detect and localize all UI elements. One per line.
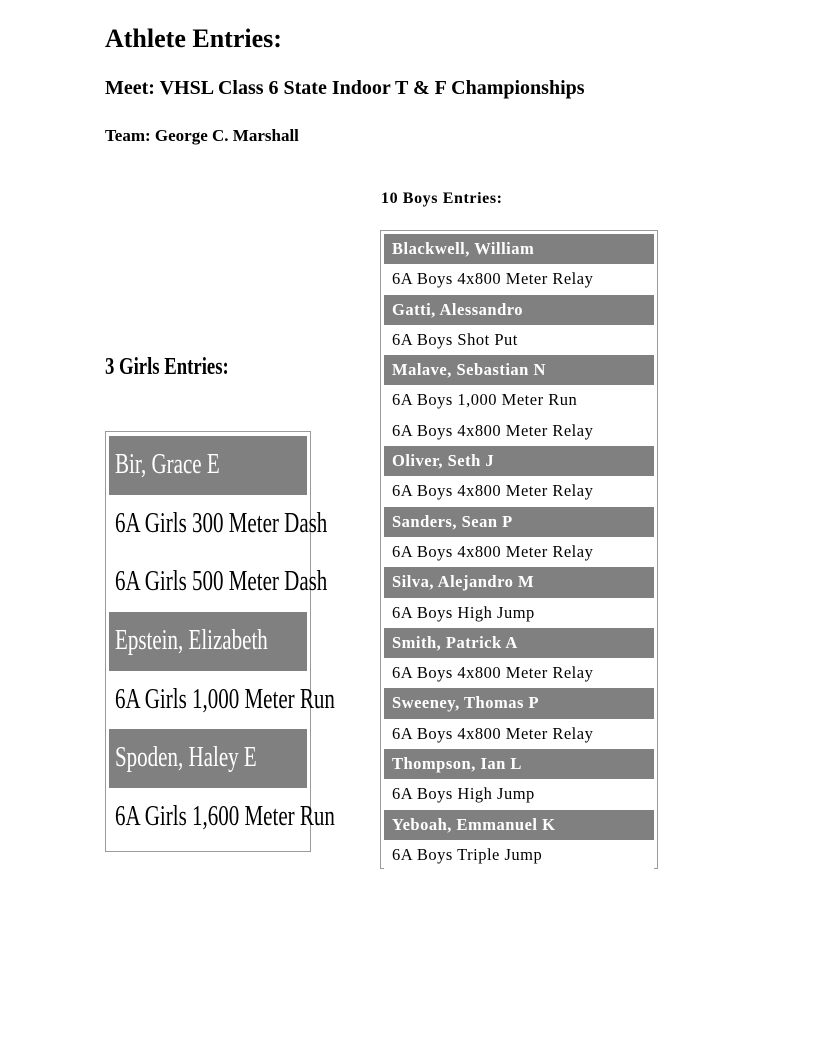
event-row: 6A Boys 4x800 Meter Relay xyxy=(384,416,654,446)
boys-entries-heading: 10 Boys Entries: xyxy=(381,190,503,207)
athlete-name: Bir, Grace E xyxy=(115,449,220,480)
athlete-name-row: Sanders, Sean P xyxy=(384,507,654,537)
event-row: 6A Boys High Jump xyxy=(384,598,654,628)
event-row: 6A Boys Shot Put xyxy=(384,325,654,355)
event-row xyxy=(109,495,328,554)
athlete-name-row: Thompson, Ian L xyxy=(384,749,654,779)
athlete-name-row: Yeboah, Emmanuel K xyxy=(384,810,654,840)
page-title: Athlete Entries: xyxy=(105,24,282,53)
meet-name: Meet: VHSL Class 6 State Indoor T & F Championships xyxy=(105,77,585,99)
event-row xyxy=(109,553,328,612)
athlete-name: Spoden, Haley E xyxy=(115,742,257,774)
girls-entries-table xyxy=(105,431,335,852)
athlete-name-row: Oliver, Seth J xyxy=(384,446,654,476)
event-row: 6A Boys 4x800 Meter Relay xyxy=(384,476,654,506)
event-row xyxy=(109,788,335,847)
athlete-name-row: Smith, Patrick A xyxy=(384,628,654,658)
event-row: 6A Boys 4x800 Meter Relay xyxy=(384,537,654,567)
athlete-name: Epstein, Elizabeth xyxy=(115,625,268,657)
event-row: 6A Boys Triple Jump xyxy=(384,840,654,870)
event-row: 6A Boys 4x800 Meter Relay xyxy=(384,719,654,749)
event-row: 6A Boys 1,000 Meter Run xyxy=(384,385,654,415)
event-name: 6A Girls 1,600 Meter Run xyxy=(115,801,335,833)
event-row xyxy=(109,671,335,730)
athlete-name-row: Silva, Alejandro M xyxy=(384,567,654,597)
athlete-name-row: Blackwell, William xyxy=(384,234,654,264)
event-name: 6A Girls 1,000 Meter Run xyxy=(115,683,335,715)
event-row: 6A Boys High Jump xyxy=(384,779,654,809)
event-name: 6A Girls 500 Meter Dash xyxy=(115,566,328,598)
boys-entries-table xyxy=(380,230,658,869)
event-row: 6A Boys 4x800 Meter Relay xyxy=(384,264,654,294)
athlete-name-row xyxy=(109,436,307,495)
team-name: Team: George C. Marshall xyxy=(105,126,299,145)
athlete-name-row: Sweeney, Thomas P xyxy=(384,688,654,718)
athlete-name-row: Gatti, Alessandro xyxy=(384,295,654,325)
event-row: 6A Boys 4x800 Meter Relay xyxy=(384,658,654,688)
athlete-name-row: Malave, Sebastian N xyxy=(384,355,654,385)
event-name: 6A Girls 300 Meter Dash xyxy=(115,507,328,539)
girls-entries-heading: 3 Girls Entries: xyxy=(105,354,229,380)
athlete-name-row xyxy=(109,612,307,671)
athlete-name-row xyxy=(109,729,307,788)
